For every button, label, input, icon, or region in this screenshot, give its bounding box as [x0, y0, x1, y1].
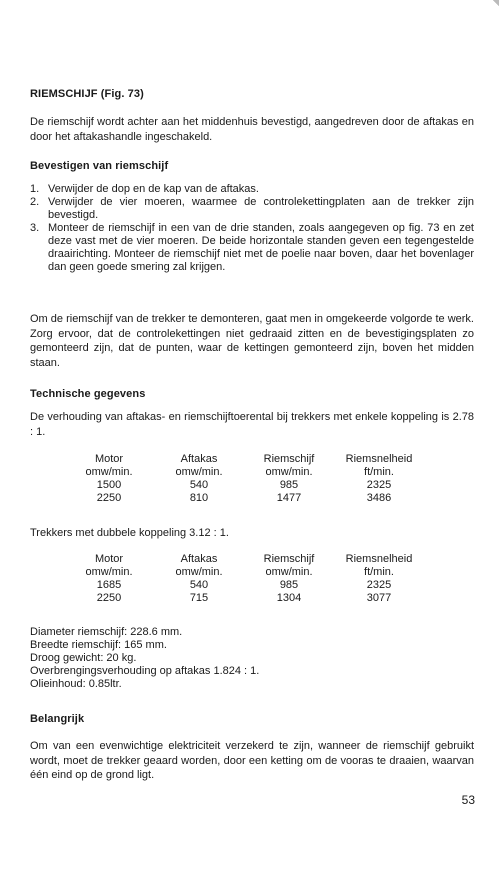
page-corner-mark: [491, 0, 499, 10]
col-header: Motor: [94, 553, 124, 565]
step-text: Verwijder de dop en de kap van de aftakas.: [48, 183, 259, 195]
section-title: RIEMSCHIJF (Fig. 73): [30, 88, 144, 100]
mounting-step: [30, 222, 474, 274]
mounting-step: [30, 196, 474, 222]
table-cell: 540: [189, 479, 209, 491]
step-text: Monteer de riemschijf in een van de drie standen, zoals aangegeven op fig. 73 en zet deze vast met de vier moeren. De beide horizontale standen geven een tegengestelde draairichting. Monteer de riemschijf niet met de poelie naar boven, daar het bovenlager dan geen goede smering zal krijgen.: [48, 222, 474, 273]
important-paragraph: Om van een evenwichtige elektriciteit verzekerd te zijn, wanneer de riemschijf gebruikt wordt, moet de trekker geaard worden, door een ketting om de vooras te draaien, waarvan één eind op de grond ligt.: [30, 740, 474, 781]
col-unit: omw/min.: [175, 566, 223, 578]
table-row: [64, 492, 424, 505]
table-cell: 1477: [276, 492, 302, 504]
spec-line: Olieinhoud: 0.85ltr.: [30, 678, 122, 690]
table-cell: 3077: [366, 592, 392, 604]
table-cell: 2325: [366, 479, 392, 491]
single-clutch-table: [64, 453, 424, 505]
col-unit: omw/min.: [265, 566, 313, 578]
table-cell: 2325: [366, 579, 392, 591]
table-header-row: [64, 453, 424, 466]
col-header: Riemsnelheid: [345, 553, 413, 565]
table-cell: 1304: [276, 592, 302, 604]
spec-line: Diameter riemschijf: 228.6 mm.: [30, 626, 183, 638]
mounting-steps-list: [30, 183, 474, 274]
important-heading: Belangrijk: [30, 713, 85, 725]
table-cell: 2250: [96, 492, 122, 504]
page-number: 53: [461, 793, 475, 807]
col-header: Riemschijf: [263, 453, 315, 465]
table-cell: 2250: [96, 592, 122, 604]
table-cell: 1685: [96, 579, 122, 591]
col-unit: ft/min.: [364, 566, 394, 578]
step-number: 2.: [30, 196, 40, 208]
col-header: Riemschijf: [263, 553, 315, 565]
table-row: [64, 592, 424, 605]
col-unit: ft/min.: [364, 466, 394, 478]
table-row: [64, 479, 424, 492]
table-cell: 715: [189, 592, 209, 604]
table-cell: 810: [189, 492, 209, 504]
col-header: Aftakas: [180, 453, 218, 465]
table-cell: 985: [279, 479, 299, 491]
intro-paragraph: De riemschijf wordt achter aan het middenhuis bevestigd, aangedreven door de aftakas en door het aftakashandle ingeschakeld.: [30, 116, 474, 143]
step-text: Verwijder de vier moeren, waarmee de controlekettingplaten aan de trekker zijn bevestigd.: [48, 196, 474, 221]
table-cell: 1500: [96, 479, 122, 491]
single-clutch-ratio: De verhouding van aftakas- en riemschijftoerental bij trekkers met enkele koppeling is 2.78 : 1.: [30, 411, 474, 438]
col-unit: omw/min.: [85, 566, 133, 578]
table-cell: 540: [189, 579, 209, 591]
table-row: [64, 579, 424, 592]
table-unit-row: [64, 466, 424, 479]
step-number: 3.: [30, 222, 40, 234]
spec-line: Droog gewicht: 20 kg.: [30, 652, 137, 664]
removal-paragraph: Om de riemschijf van de trekker te demonteren, gaat men in omgekeerde volgorde te werk. Zorg ervoor, dat de controlekettingen niet gedraaid zitten en de bevestigingsplaten zo gemonteerd zijn, dat de punten, waar de kettingen gemonteerd zijn, boven het midden staan.: [30, 313, 474, 369]
spec-line: Overbrengingsverhouding op aftakas 1.824 : 1.: [30, 665, 260, 677]
table-header-row: [64, 553, 424, 566]
technical-heading: Technische gegevens: [30, 388, 146, 400]
spec-line: Breedte riemschijf: 165 mm.: [30, 639, 167, 651]
mounting-step: [30, 183, 474, 196]
table-cell: 985: [279, 579, 299, 591]
mounting-heading: Bevestigen van riemschijf: [30, 160, 169, 172]
col-unit: omw/min.: [85, 466, 133, 478]
col-header: Riemsnelheid: [345, 453, 413, 465]
col-header: Motor: [94, 453, 124, 465]
specifications-list: [30, 626, 259, 691]
col-header: Aftakas: [180, 553, 218, 565]
double-clutch-table: [64, 553, 424, 605]
col-unit: omw/min.: [175, 466, 223, 478]
col-unit: omw/min.: [265, 466, 313, 478]
double-clutch-ratio: Trekkers met dubbele koppeling 3.12 : 1.: [30, 527, 229, 539]
step-number: 1.: [30, 183, 40, 195]
table-unit-row: [64, 566, 424, 579]
table-cell: 3486: [366, 492, 392, 504]
